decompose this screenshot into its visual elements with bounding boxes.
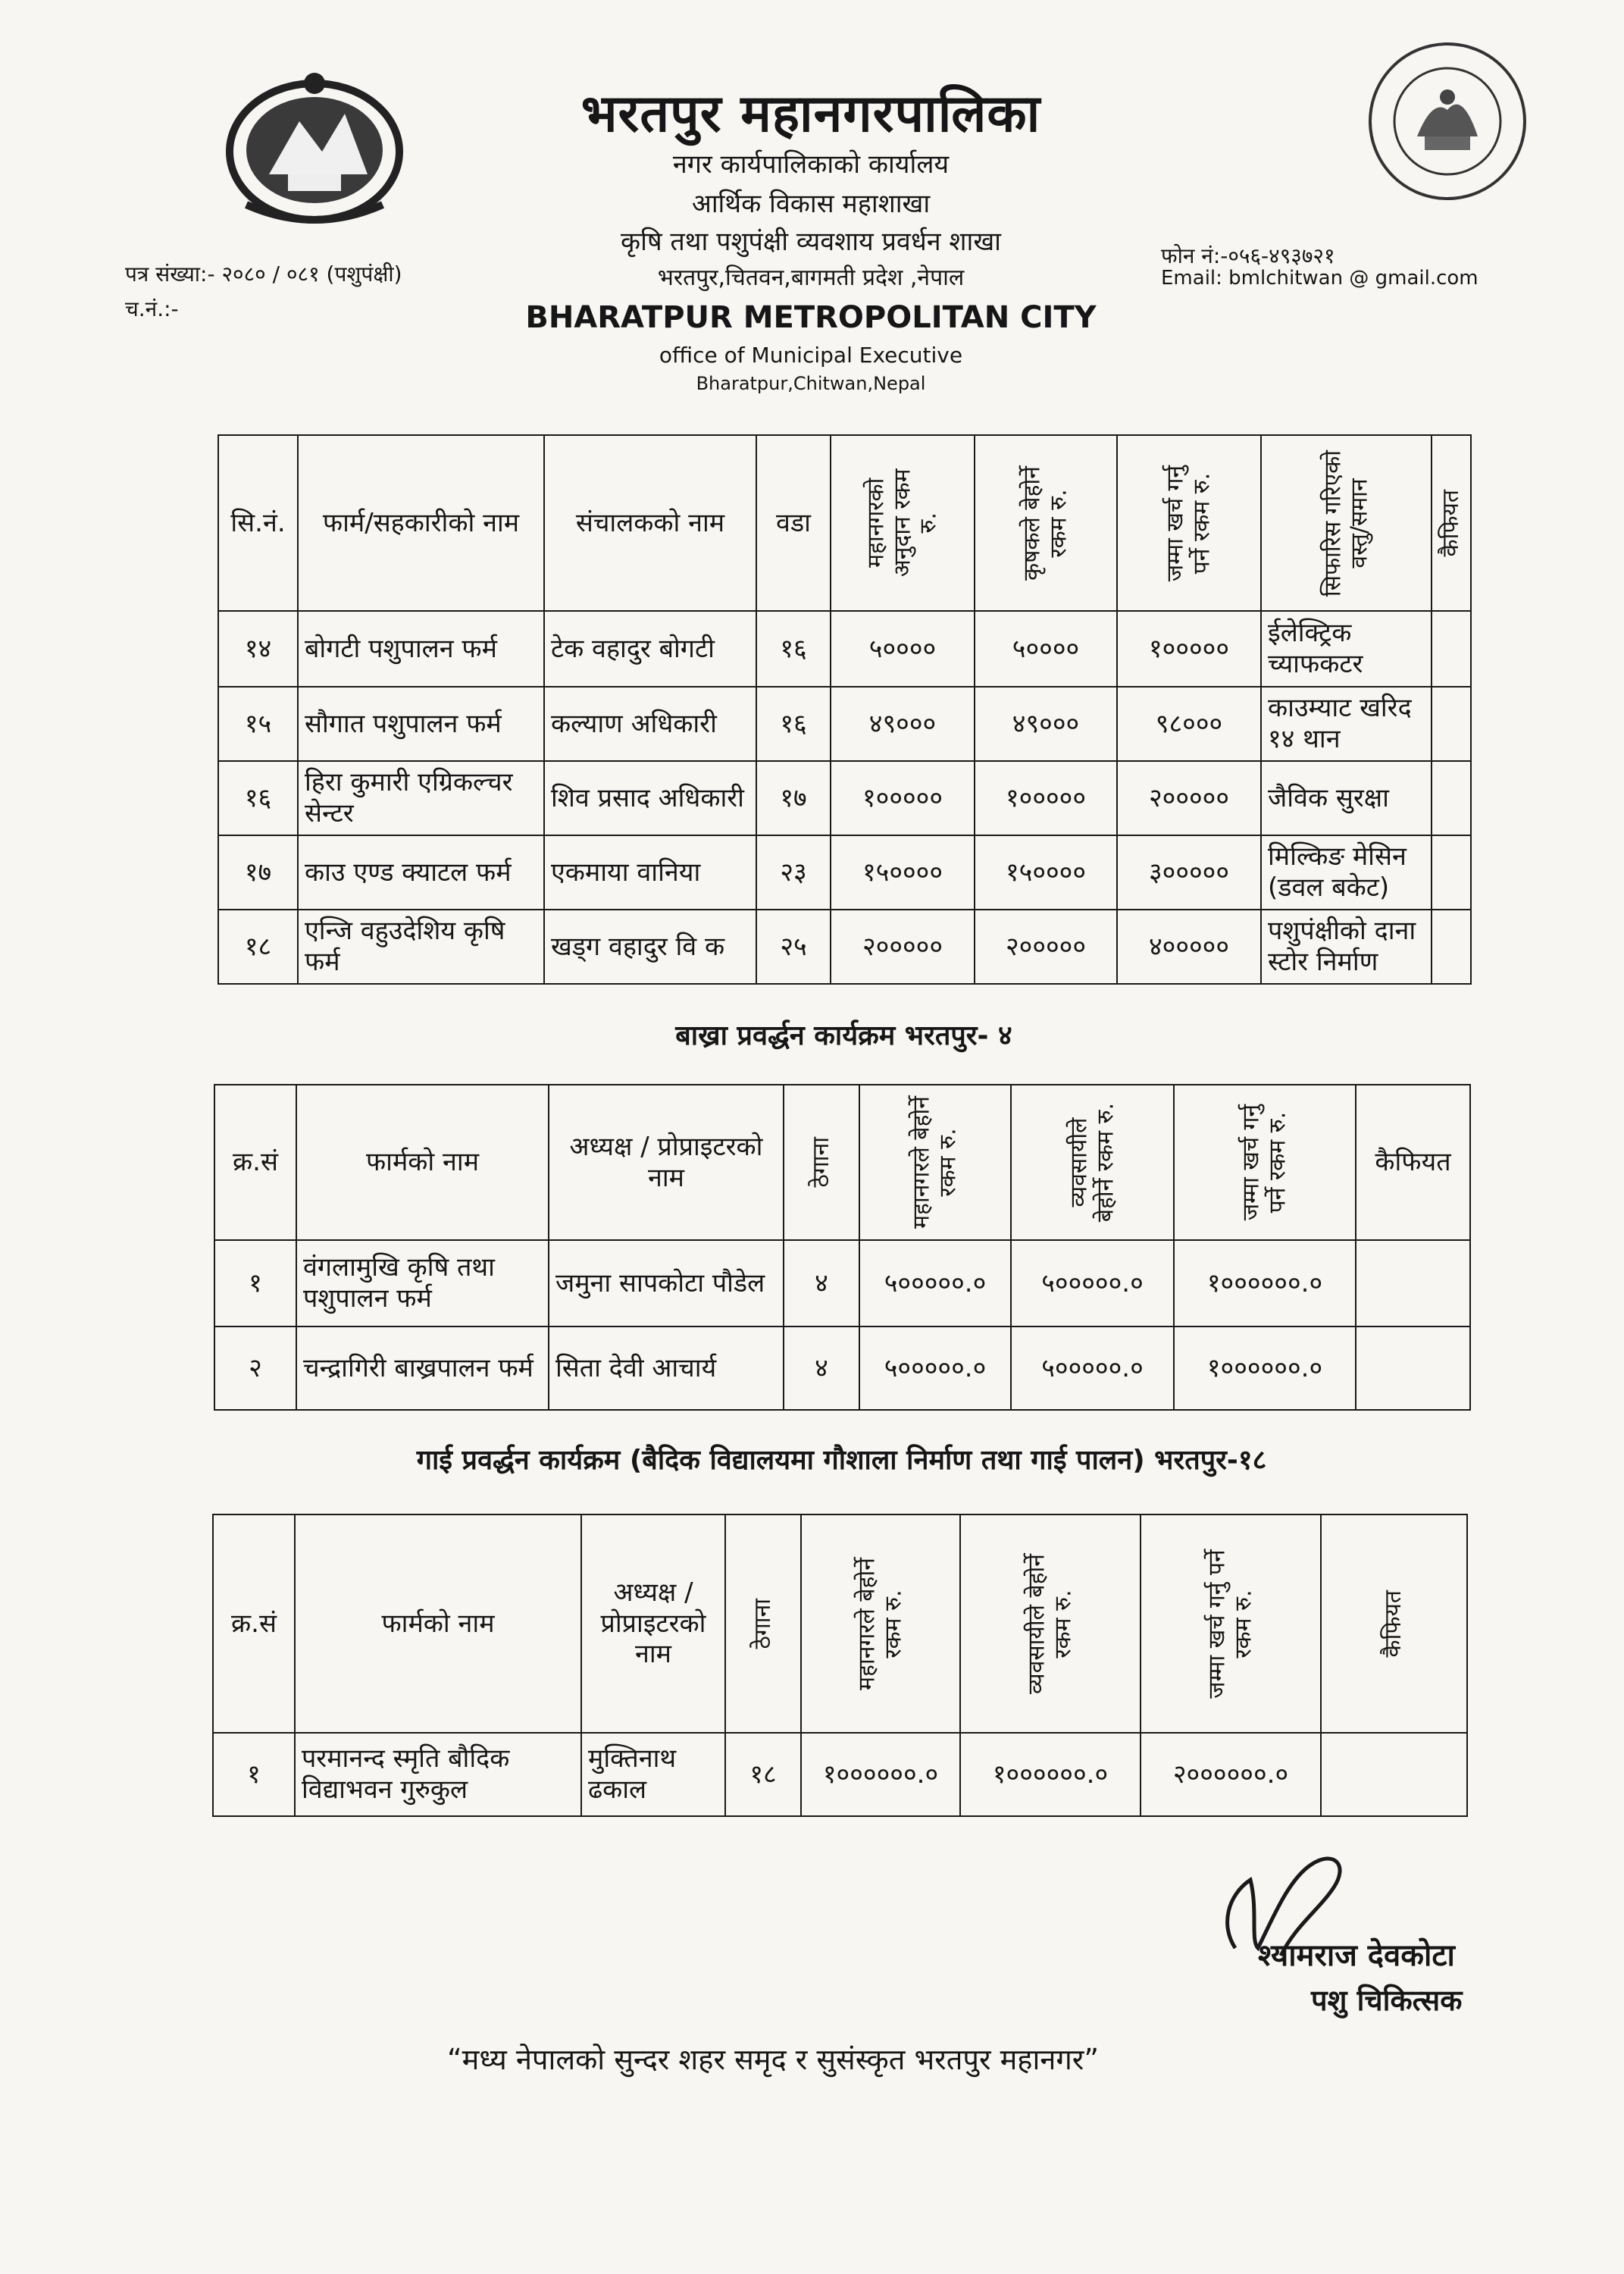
reference-number: पत्र संख्या:- २०८० / ०८१ (पशुपंक्षी) — [125, 262, 402, 287]
table-row: १६ हिरा कुमारी एग्रिकल्चर सेन्टर शिव प्रसाद अधिकारी १७ १००००० १००००० २००००० जैविक सुरक्षा — [218, 761, 1471, 835]
col-header-business-share: व्यवसायीले बेहोर्ने रकम रु. — [960, 1514, 1141, 1733]
nepal-emblem-icon — [216, 61, 413, 231]
division-np: आर्थिक विकास महाशाखा — [691, 189, 931, 219]
cow-program-title: गाई प्रवर्द्धन कार्यक्रम (बैदिक विद्यालयमा गौशाला निर्माण तथा गाई पालन) भरतपुर-१८ — [416, 1445, 1267, 1476]
col-header-metro-share: महानगरले बेहोर्ने रकम रु. — [859, 1085, 1011, 1240]
col-header-remarks: कैफियत — [1321, 1514, 1467, 1733]
col-header-operator: संचालकको नाम — [544, 435, 756, 611]
col-header-grant: महानगरको अनुदान रकम रु. — [831, 435, 975, 611]
col-header-farm-name: फार्मको नाम — [296, 1085, 549, 1240]
col-header-total: जम्मा खर्च गर्नु पर्ने रकम रु. — [1174, 1085, 1356, 1240]
cow-program-table — [212, 1514, 1468, 1817]
metropolitan-seal-icon — [1364, 38, 1531, 205]
table-row: १ वंगलामुखि कृषि तथा पशुपालन फर्म जमुना सापकोटा पौडेल ४ ५०००००.० ५०००००.० १००००००.० — [214, 1240, 1470, 1326]
col-header-proprietor: अध्यक्ष / प्रोप्राइटरको नाम — [581, 1514, 725, 1733]
email-address: Email: bmlchitwan @ gmail.com — [1161, 267, 1478, 290]
table-row: १ परमानन्द स्मृति बौदिक विद्याभवन गुरुकुल मुक्तिनाथ ढकाल १८ १००००००.० १००००००.० २००००००.० — [213, 1733, 1467, 1816]
col-header-business-share: व्यवसायीले बेहोर्ने रकम रु. — [1011, 1085, 1174, 1240]
office-name-np: नगर कार्यपालिकाको कार्यालय — [672, 149, 950, 180]
col-header-sn: क्र.सं — [214, 1085, 296, 1240]
col-header-total: जम्मा खर्च गर्नु पर्ने रकम रु. — [1117, 435, 1261, 611]
table-row: १४ बोगटी पशुपालन फर्म टेक वहादुर बोगटी १६ ५०००० ५०००० १००००० ईलेक्ट्रिक च्याफकटर — [218, 611, 1471, 687]
branch-np: कृषि तथा पशुपंक्षी व्यवशाय प्रवर्धन शाखा — [621, 227, 1001, 257]
office-title-en: BHARATPUR METROPOLITAN CITY — [525, 300, 1097, 335]
col-header-total: जम्मा खर्च गर्नु पर्ने रकम रु. — [1141, 1514, 1321, 1733]
table-row: १८ एन्जि वहुउदेशिय कृषि फर्म खड्ग वहादुर वि क २५ २००००० २००००० ४००००० पशुपंक्षीको दाना स्टोर निर्माण — [218, 910, 1471, 984]
farm-grant-table — [217, 434, 1472, 985]
col-header-recommended-item: सिफारिस गरिएको वस्तु/समान — [1261, 435, 1432, 611]
signatory-designation: पशु चिकित्सक — [1311, 1984, 1463, 2017]
col-header-sn: सि.नं. — [218, 435, 298, 611]
phone-number: फोन नं:-०५६-४९३७२१ — [1161, 243, 1335, 268]
col-header-address: ठेगाना — [725, 1514, 801, 1733]
address-en: Bharatpur,Chitwan,Nepal — [696, 373, 926, 394]
table-row: १७ काउ एण्ड क्याटल फर्म एकमाया वानिया २३ १५०००० १५०००० ३००००० मिल्किङ मेसिन (डवल बकेट) — [218, 835, 1471, 910]
col-header-address: ठेगाना — [784, 1085, 859, 1240]
address-np: भरतपुर,चितवन,बागमती प्रदेश ,नेपाल — [657, 265, 965, 291]
col-header-farm-name: फार्म/सहकारीको नाम — [298, 435, 544, 611]
col-header-farm-name: फार्मको नाम — [295, 1514, 581, 1733]
office-title-np: भरतपुर महानगरपालिका — [580, 84, 1041, 144]
city-motto: “मध्य नेपालको सुन्दर शहर समृद र सुसंस्कृत भरतपुर महानगर” — [447, 2043, 1100, 2076]
col-header-sn: क्र.सं — [213, 1514, 295, 1733]
col-header-farmer-share: कृषकले बेहोर्ने रकम रु. — [975, 435, 1117, 611]
table-row: २ चन्द्रागिरी बाख्रपालन फर्म सिता देवी आचार्य ४ ५०००००.० ५०००००.० १००००००.० — [214, 1326, 1470, 1410]
col-header-proprietor: अध्यक्ष / प्रोप्राइटरको नाम — [549, 1085, 784, 1240]
col-header-remarks: कैफियत — [1356, 1085, 1470, 1240]
col-header-metro-share: महानगरले बेहोर्ने रकम रु. — [801, 1514, 960, 1733]
col-header-remarks: कैफियत — [1432, 435, 1471, 611]
dispatch-number: च.नं.:- — [125, 296, 179, 321]
goat-program-table — [214, 1084, 1471, 1411]
goat-program-title: बाख्रा प्रवर्द्धन कार्यक्रम भरतपुर- ४ — [675, 1020, 1012, 1051]
signatory-name: श्यामराज देवकोटा — [1258, 1938, 1455, 1973]
col-header-ward: वडा — [756, 435, 831, 611]
table-row: १५ सौगात पशुपालन फर्म कल्याण अधिकारी १६ ४९००० ४९००० ९८००० काउम्याट खरिद १४ थान — [218, 687, 1471, 761]
office-name-en: office of Municipal Executive — [659, 343, 963, 368]
